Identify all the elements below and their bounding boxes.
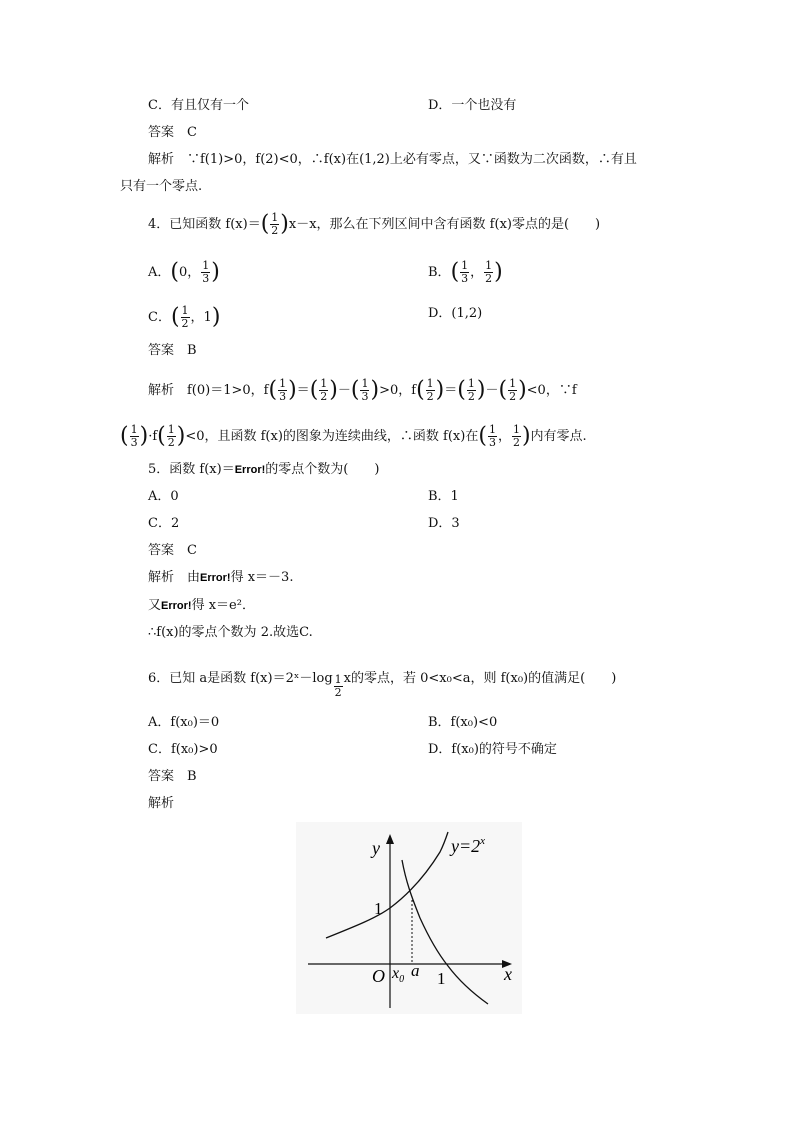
q6-answer: 答案 B — [148, 769, 197, 784]
q6-analysis: 解析 — [148, 796, 175, 811]
q4-answer: 答案 B — [148, 343, 197, 358]
q3-analysis-line2: 只有一个零点. — [120, 179, 203, 194]
q5-analysis-line2: 又Error!得 x＝e²． — [148, 598, 255, 613]
q6-option-a: A．f(x₀)＝0 — [148, 715, 220, 730]
q4-stem-end: x－x，那么在下列区间中含有函数 f(x)零点的是( ) — [288, 217, 601, 232]
q4-analysis-line2: ( $\frac{1}{3}$ )·f( $\frac{1}{2}$ )<0，且函数 f(x)的图象为连续曲线，∴函数 f(x)在( $\frac{1}{3}$ ， $\frac{1}{2}$ )内有零点. — [120, 423, 587, 449]
q6-log-base: $\frac{1}{2}$ — [334, 673, 342, 699]
q4-stem: 4．已知函数 f(x)＝( $\frac{1}{2}$ )x－x，那么在下列区间中含有函数 f(x)零点的是( ) — [148, 211, 601, 237]
q4-analysis-line1: 解析 f(0)＝1>0，f( $\frac{1}{3}$ )＝( $\frac{1}{2}$ )－( $\frac{1}{3}$ )>0，f( $\frac{1}{2}$ )＝( $\frac{1}{2}$ )－( $\frac{1}{2}$ )<0，∵f — [148, 377, 577, 403]
q4-option-c: C．( $\frac{1}{2}$ ，1) — [148, 304, 221, 330]
q3-answer: 答案 C — [148, 125, 197, 140]
q4-option-d: D．(1,2) — [428, 306, 483, 321]
q5-stem: 5．函数 f(x)＝Error!的零点个数为( ) — [148, 462, 380, 477]
q4-option-b: B．( $\frac{1}{3}$ ， $\frac{1}{2}$ ) — [428, 259, 503, 285]
q6-option-b: B．f(x₀)<0 — [428, 715, 498, 730]
q4-option-a: A．(0， $\frac{1}{3}$ ) — [148, 259, 220, 285]
q4-stem-fraction: $\frac{1}{2}$ — [271, 211, 279, 237]
q4-stem-start: 4．已知函数 f(x)＝ — [148, 217, 261, 232]
q5-analysis-line3: ∴f(x)的零点个数为 2.故选C. — [148, 625, 313, 640]
a-label: a — [411, 961, 420, 980]
curve-label: $y=2^x$ — [451, 835, 486, 856]
q6-stem: 6．已知 a是函数 f(x)＝2ˣ－log $\frac{1}{2}$ x的零点，若 0<x₀<a，则 f(x₀)的值满足( ) — [148, 671, 617, 699]
y-intercept-label: 1 — [374, 899, 383, 918]
x-one-label: 1 — [437, 969, 446, 988]
q6-option-c: C．f(x₀)>0 — [148, 742, 218, 757]
q6-option-d: D．f(x₀)的符号不确定 — [428, 742, 557, 757]
q3-option-c: C．有且仅有一个 — [148, 98, 249, 113]
q5-option-c: C．2 — [148, 516, 180, 531]
origin-label: O — [372, 966, 385, 986]
q5-error-text: Error! — [234, 464, 266, 476]
q5-answer: 答案 C — [148, 543, 197, 558]
x0-label: $x_0$ — [392, 965, 405, 985]
y-axis-label: y — [372, 838, 380, 858]
q5-option-d: D．3 — [428, 516, 460, 531]
q5-option-a: A．0 — [148, 489, 179, 504]
q3-option-d: D．一个也没有 — [428, 98, 517, 113]
exponential-log-graph — [296, 822, 522, 1014]
graph-background — [296, 822, 522, 1014]
x-axis-label: x — [504, 964, 512, 984]
q3-analysis-line1: 解析 ∵f(1)>0，f(2)<0，∴f(x)在(1,2)上必有零点，又∵函数为二次函数，∴有且 — [148, 152, 637, 167]
q5-analysis-line1: 解析 由Error!得 x＝－3. — [148, 570, 294, 585]
q5-option-b: B．1 — [428, 489, 459, 504]
